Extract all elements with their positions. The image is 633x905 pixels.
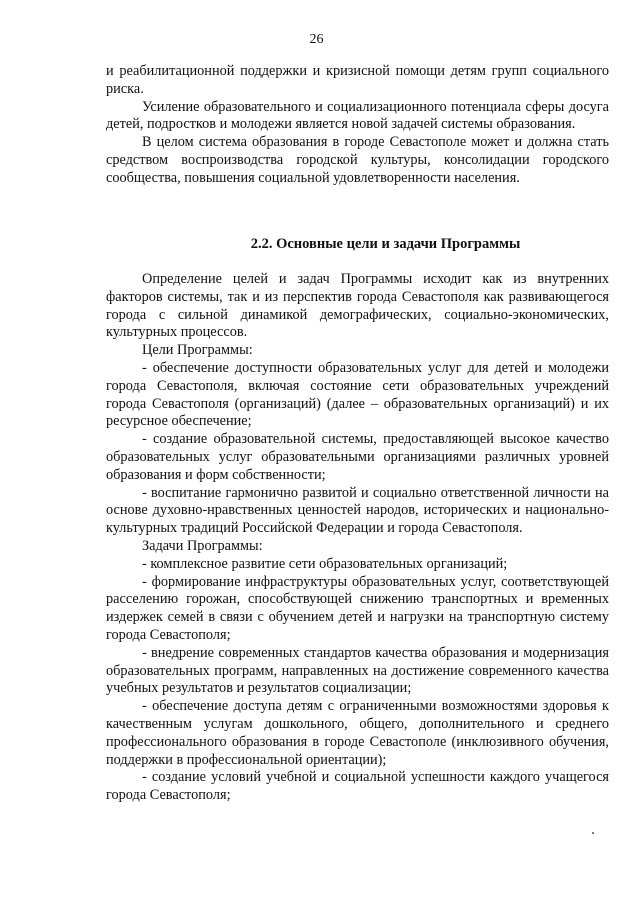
section-title: 2.2. Основные цели и задачи Программы [250,236,521,252]
definition-paragraph: Определение целей и задач Программы исходит как из внутренних факторов системы, так и из перспектив города Севастополя как развивающегося города с сильной динамикой демографических, социально-экономических, культурных процессов. [106,271,609,341]
intro-paragraph-leisure: Усиление образовательного и социализационного потенциала сферы досуга детей, подростков и молодежи является новой задачей системы образования. [106,98,609,133]
goal-item-quality: - создание образовательной системы, предоставляющей высокое качество образовательных услуг образовательными организациями различных уровней образования и форм собственности; [106,431,609,483]
page-number: 26 [309,32,324,47]
intro-section [106,63,609,188]
task-item-standards: - внедрение современных стандартов качества образования и модернизация образовательных программ, направленных на достижение современного качества учебных результатов и результатов социализации; [106,644,609,697]
goal-item-upbringing: - воспитание гармонично развитой и социально ответственной личности на основе духовно-нравственных ценностей народов, исторических и национально-культурных традиций Российской Федерации и города Севастополя. [106,484,609,537]
intro-paragraph-continuation: и реабилитационной поддержки и кризисной помощи детям групп социального риска. [106,63,609,97]
tasks-label: Задачи Программы: [142,537,263,554]
goals-section [106,271,609,805]
intro-paragraph-city-education: В целом система образования в городе Севастополе может и должна стать средством воспроизводства городской культуры, консолидации городского сообщества, повышения социальной удовлетворенности населения. [106,134,609,186]
scan-speck [592,832,594,834]
task-item-infrastructure: - формирование инфраструктуры образовательных услуг, соответствующей расселению горожан, способствующей снижению транспортных и временных издержек семей в связи с обучением детей и нагрузки на транспортную систему города Севастополя; [106,573,609,643]
task-item-inclusive: - обеспечение доступа детям с ограниченными возможностями здоровья к качественным услугам дошкольного, общего, дополнительного и среднего профессионального образования в городе Севастополе (инклюзивного обучения, поддержки в профессиональной ориентации); [106,698,609,768]
task-item-network: - комплексное развитие сети образовательных организаций; [142,555,508,572]
goals-label: Цели Программы: [142,342,253,359]
task-item-success: - создание условий учебной и социальной успешности каждого учащегося города Севастополя; [106,769,609,804]
goal-item-accessibility: - обеспечение доступности образовательных услуг для детей и молодежи города Севастополя, включая состояние сети образовательных учреждений города Севастополя (организаций) (далее – образовательных организаций) и их ресурсное обеспечение; [106,359,609,430]
